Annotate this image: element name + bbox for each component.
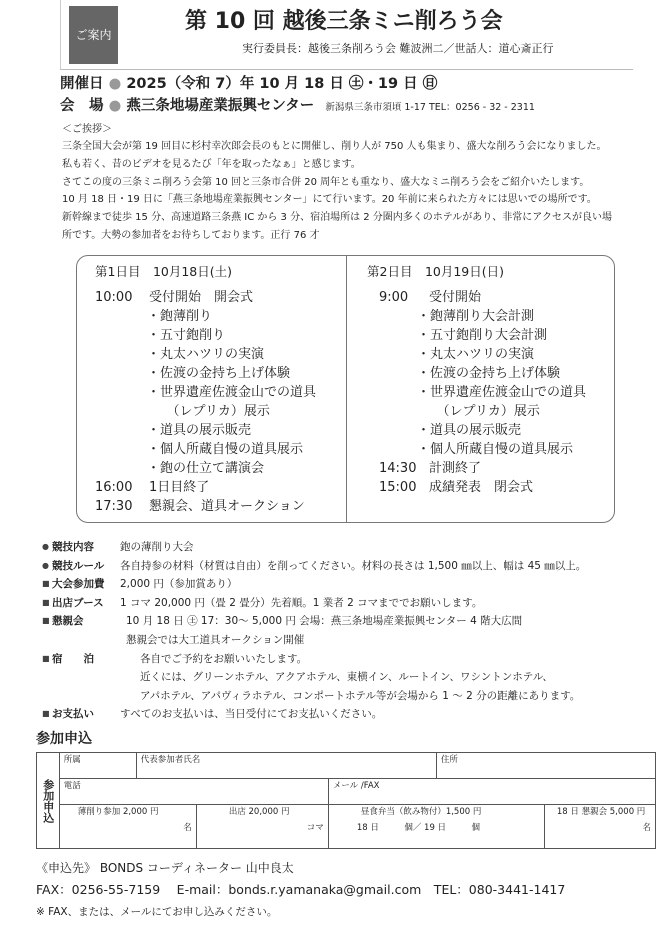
schedule-item: （レプリカ）展示 <box>417 404 540 419</box>
schedule-item: 1日目終了 <box>149 480 210 495</box>
detail-label: 競技内容 <box>52 541 94 553</box>
detail-text: 近くには、グリーンホテル、アクアホテル、東横イン、ルートイン、ワシントンホテル、 <box>140 671 553 684</box>
party-unit: 名 <box>642 822 651 833</box>
schedule-item: 成績発表 閉会式 <box>429 480 534 495</box>
contact-note: ※ FAX、または、メールにてお申し込みください。 <box>36 906 278 918</box>
schedule-item: ・五寸鉋削り <box>147 328 226 343</box>
detail-label: 懇親会 <box>52 615 84 628</box>
organizers: 実行委員長：越後三条削ろう会 難波洲二／世話人：道心斎正行 <box>242 42 554 55</box>
schedule-item: 受付開始 <box>429 290 482 305</box>
schedule-item: ・五寸鉋削り大会計測 <box>417 328 548 343</box>
detail-label: 出店ブース <box>52 596 104 609</box>
guide-badge: ご案内 <box>69 6 118 64</box>
venue-name: 燕三条地場産業振興センター <box>126 98 315 114</box>
page-title: 第 10 回 越後三条ミニ削ろう会 <box>185 9 503 34</box>
phone-field[interactable]: 電話 <box>59 779 328 805</box>
schedule-item: 受付開始 開会式 <box>149 290 254 305</box>
lunch-field[interactable] <box>328 805 544 849</box>
schedule-time: 14:30 <box>379 461 417 476</box>
bullet-icon: ■ <box>42 616 50 626</box>
shop-label: 出店 20,000 円 <box>228 807 290 817</box>
mail-fax-field[interactable]: メール /FAX <box>328 779 655 805</box>
schedule-item: ・丸太ハツリの実演 <box>417 347 535 362</box>
greeting-heading: ＜ご挨拶＞ <box>62 124 112 135</box>
schedule-box <box>76 255 615 523</box>
rep-name-field[interactable]: 代表参加者氏名 <box>136 753 436 779</box>
venue-label: 会 場 <box>60 98 104 114</box>
detail-text: 1 コマ 20,000 円（畳 2 畳分）先着順。1 業者 2 コマまででお願いします。 <box>120 596 483 609</box>
detail-text: 各自でご予約をお願いいたします。 <box>140 652 308 665</box>
greeting-line: 私も若く、昔のビデオを見るたび「年を取ったなぁ」と感じます。 <box>62 158 361 170</box>
schedule-time: 16:00 <box>95 480 133 495</box>
schedule-time: 17:30 <box>95 499 133 514</box>
shop-field[interactable] <box>196 805 328 849</box>
bullet-icon: ■ <box>42 597 50 607</box>
schedule-item: （レプリカ）展示 <box>147 404 270 419</box>
greeting-line: さてこの度の三条ミニ削ろう会第 10 回と三条市合併 20 周年とも重なり、盛大なミニ削ろう会をご紹介いたします。 <box>62 176 590 188</box>
schedule-item: ・個人所蔵自慢の道具展示 <box>417 442 574 457</box>
detail-text: 各自持参の材料（材質は自由）を削ってください。材料の長さは 1,500 ㎜以上、幅は 45 ㎜以上。 <box>120 559 587 572</box>
shop-unit: コマ <box>306 822 324 833</box>
lunch-days: 18 日 個／ 19 日 個 <box>356 822 481 833</box>
bullet-icon: ■ <box>42 579 50 589</box>
schedule-time: 15:00 <box>379 480 417 495</box>
detail-label: 競技ルール <box>52 559 105 572</box>
detail-text: 2,000 円（参加賞あり） <box>120 578 238 591</box>
entry-label: 薄削り参加 2,000 円 <box>77 807 159 817</box>
form-side-label: 参加申込 <box>37 753 60 849</box>
date-label: 開催日 <box>60 76 104 92</box>
greeting-line: 新幹線まで徒歩 15 分、高速道路三条燕 IC から 3 分、宿泊場所は 2 分圏内多くのホテルがあり、非常にアクセスが良い場 <box>62 212 613 224</box>
bullet-icon: ■ <box>42 653 50 663</box>
schedule-item: ・佐渡の金持ち上げ体験 <box>417 366 561 381</box>
entry-field[interactable] <box>59 805 196 849</box>
schedule-item: ・世界遺産佐渡金山での道具 <box>417 385 587 400</box>
schedule-item: ・世界遺産佐渡金山での道具 <box>147 385 317 400</box>
address-field[interactable]: 住所 <box>436 753 655 779</box>
schedule-time: 10:00 <box>95 290 133 305</box>
party-label: 18 日 懇親会 5,000 円 <box>556 807 646 817</box>
schedule-item: ・道具の展示販売 <box>147 423 252 438</box>
bullet-icon: ■ <box>42 709 50 719</box>
event-date <box>60 74 437 93</box>
application-form <box>36 752 656 849</box>
schedule-item: ・道具の展示販売 <box>417 423 522 438</box>
schedule-item: ・佐渡の金持ち上げ体験 <box>147 366 291 381</box>
detail-label: 大会参加費 <box>52 578 105 591</box>
bullet-icon: ● <box>108 76 122 92</box>
detail-text: 懇親会では大工道具オークション開催 <box>126 634 305 646</box>
schedule-item: ・丸太ハツリの実演 <box>147 347 265 362</box>
day2-header: 第2日目 10月19日(日) <box>367 264 505 279</box>
detail-text: アパホテル、アパヴィラホテル、コンポートホテル等が会場から 1 ～ 2 分の距離にあります。 <box>140 689 581 702</box>
date-value: 2025（令和 7）年 10 月 18 日 ㊏・19 日 ㊐ <box>126 76 438 92</box>
venue-address: 新潟県三条市須頃 1-17 TEL：0256 - 32 - 2311 <box>325 102 535 113</box>
bullet-icon: ● <box>42 542 49 551</box>
schedule-item: ・鉋薄削り大会計測 <box>417 309 535 324</box>
schedule-divider <box>346 256 347 522</box>
affiliation-field[interactable]: 所属 <box>59 753 136 779</box>
bullet-icon: ● <box>42 560 49 570</box>
contact-details: FAX：0256-55-7159 E-mail：bonds.r.yamanaka@gmail.com TEL：080-3441-1417 <box>36 882 566 897</box>
schedule-item: ・鉋薄削り <box>147 309 213 324</box>
greeting-line: 所です。大勢の参加者をお待ちしております。正行 76 才 <box>62 230 320 241</box>
detail-text: すべてのお支払いは、当日受付にてお支払いください。 <box>120 708 383 721</box>
schedule-item: ・個人所蔵自慢の道具展示 <box>147 442 304 457</box>
bullet-icon: ● <box>108 98 122 114</box>
detail-text: 鉋の薄削り大会 <box>120 541 194 553</box>
detail-label: 宿 泊 <box>52 652 94 665</box>
schedule-time: 9:00 <box>379 290 409 305</box>
lunch-label: 昼食弁当（飲み物付）1,500 円 <box>360 807 482 817</box>
entry-unit: 名 <box>183 822 192 833</box>
event-venue <box>60 96 535 117</box>
form-heading: 参加申込 <box>36 731 92 747</box>
party-field[interactable] <box>544 805 655 849</box>
contact-line: 《申込先》 BONDS コーディネーター 山中良太 <box>36 861 294 875</box>
detail-label: お支払い <box>52 708 94 721</box>
greeting-line: 10 月 18 日・19 日に「燕三条地場産業振興センター」にて行います。20 年前に来られた方々には思いでの場所です。 <box>62 194 597 206</box>
detail-text: 10 月 18 日 ㊏ 17：30～ 5,000 円 会場：燕三条地場産業振興センター 4 階大広間 <box>126 615 523 628</box>
schedule-item: 計測終了 <box>429 461 482 476</box>
day1-header: 第1日目 10月18日(土) <box>95 264 233 279</box>
greeting-line: 三条全国大会が第 19 回目に杉村幸次郎会長のもとに開催し、削り人が 750 人も集まり、盛大な削ろう会になりました。 <box>62 141 607 152</box>
schedule-item: ・鉋の仕立て講演会 <box>147 461 265 476</box>
schedule-item: 懇親会、道具オークション <box>149 499 305 514</box>
